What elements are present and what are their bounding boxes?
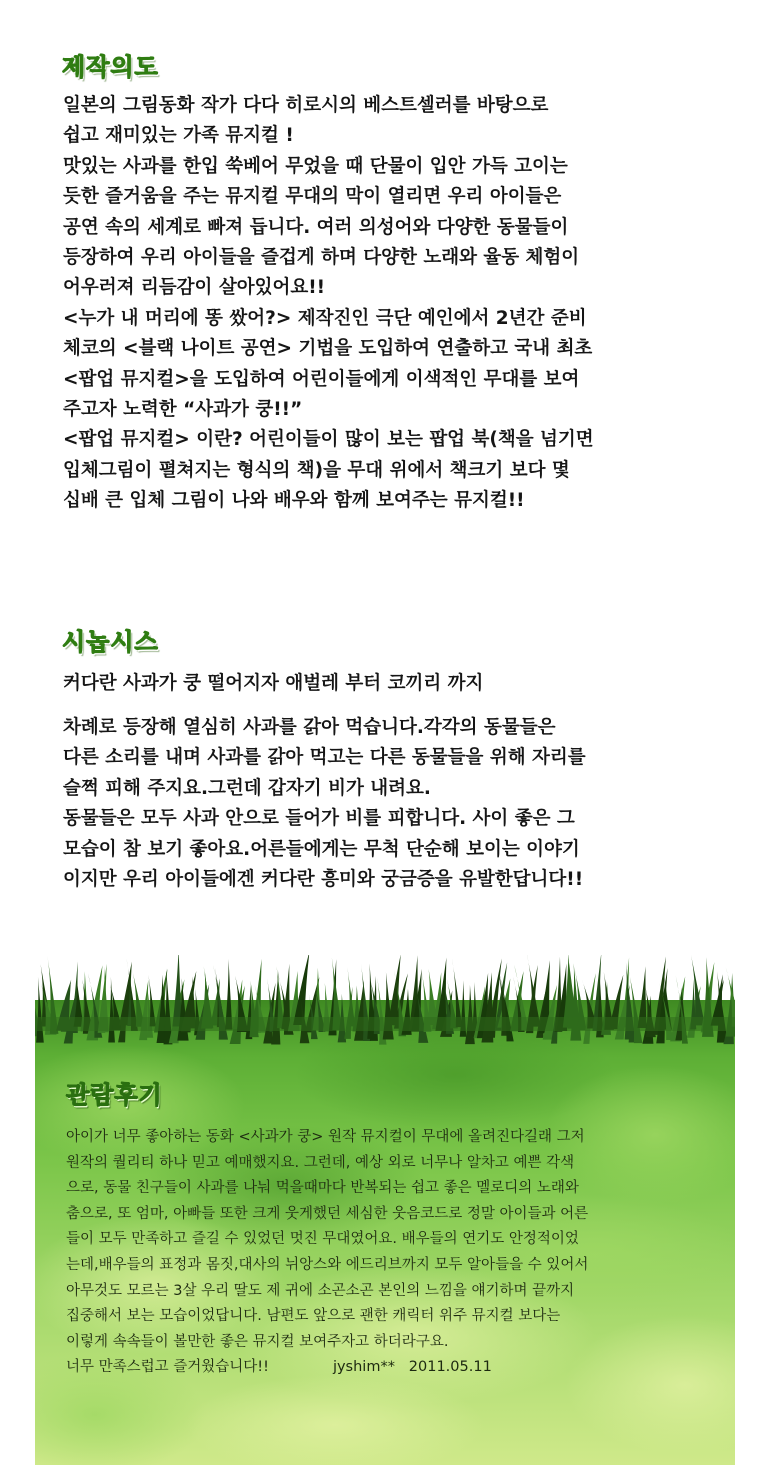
intent-line: <팝업 뮤지컬>을 도입하여 어린이들에게 이색적인 무대를 보여 xyxy=(63,368,580,390)
review-closing: 너무 만족스럽고 즐거웠습니다!! xyxy=(66,1359,269,1376)
synopsis-line: 다른 소리를 내며 사과를 갉아 먹고는 다른 동물들을 위해 자리를 xyxy=(63,747,586,769)
intent-line: 일본의 그림동화 작가 다다 히로시의 베스트셀러를 바탕으로 xyxy=(63,95,549,116)
synopsis-line: 슬쩍 피해 주지요.그런데 갑자기 비가 내려요. xyxy=(63,777,431,799)
intent-line: 어우러져 리듬감이 살아있어요!! xyxy=(63,277,326,299)
review-author: jyshim** xyxy=(332,1359,395,1376)
review-line: 는데,배우들의 표정과 몸짓,대사의 뉘앙스와 에드리브까지 모두 알아들을 수 있어서 xyxy=(66,1256,589,1273)
intent-line: 십배 큰 입체 그림이 나와 배우와 함께 보여주는 뮤지컬!! xyxy=(63,490,525,512)
intent-line: 주고자 노력한 “사과가 쿵!!” xyxy=(63,398,303,420)
intent-section-title: 제작의도 xyxy=(62,53,159,81)
review-section-title: 관람후기 xyxy=(66,1081,163,1109)
synopsis-line: 모습이 참 보기 좋아요.어른들에게는 무척 단순해 보이는 이야기 xyxy=(63,838,580,860)
intent-line: 입체그림이 펼쳐지는 형식의 책)을 무대 위에서 책크기 보다 몇 xyxy=(63,459,570,481)
intent-line: 공연 속의 세계로 빠져 듭니다. 여러 의성어와 다양한 동물들이 xyxy=(63,216,569,238)
review-signature-line xyxy=(66,1355,716,1381)
review-line: 이렇게 속속들이 볼만한 좋은 뮤지컬 보여주자고 하더라구요. xyxy=(66,1333,449,1350)
synopsis-section-title: 시놉시스 xyxy=(62,628,159,656)
synopsis-body xyxy=(63,713,723,895)
review-date: 2011.05.11 xyxy=(408,1359,492,1376)
intent-body xyxy=(63,91,723,516)
intent-line: 체코의 <블랙 나이트 공연> 기법을 도입하여 연출하고 국내 최초 xyxy=(63,338,593,360)
review-line: 원작의 퀄리티 하나 믿고 예매했지요. 그런데, 예상 외로 너무나 알차고 예쁜 각색 xyxy=(66,1154,575,1171)
synopsis-line: 차례로 등장해 열심히 사과를 갉아 먹습니다.각각의 동물들은 xyxy=(63,717,556,738)
intent-line: <팝업 뮤지컬> 이란? 어린이들이 많이 보는 팝업 북(책을 넘기면 xyxy=(63,429,594,451)
grass-base-shadow xyxy=(35,1017,735,1031)
synopsis-line: 동물들은 모두 사과 안으로 들어가 비를 피합니다. 사이 좋은 그 xyxy=(63,808,575,830)
intent-line: 쉽고 재미있는 가족 뮤지컬 ! xyxy=(63,125,294,147)
review-line: 아무것도 모르는 3살 우리 딸도 제 귀에 소곤소곤 본인의 느낌을 얘기하며 끝까지 xyxy=(66,1282,575,1299)
review-line: 집중해서 보는 모습이었답니다. 남편도 앞으로 괜한 캐릭터 위주 뮤지컬 보다는 xyxy=(66,1308,561,1325)
intent-line: 등장하여 우리 아이들을 즐겁게 하며 다양한 노래와 율동 체험이 xyxy=(63,246,580,268)
intent-line: 듯한 즐거움을 주는 뮤지컬 무대의 막이 열리면 우리 아이들은 xyxy=(63,186,562,208)
synopsis-first-line xyxy=(63,669,723,699)
intent-line: 맛있는 사과를 한입 쑥베어 무었을 때 단물이 입안 가득 고이는 xyxy=(63,155,568,177)
review-line: 들이 모두 만족하고 즐길 수 있었던 멋진 무대였어요. 배우들의 연기도 안정적이었 xyxy=(66,1231,579,1248)
review-body xyxy=(66,1125,716,1381)
review-line: 으로, 동물 친구들이 사과를 나눠 먹을때마다 반복되는 쉽고 좋은 멜로디의 노래와 xyxy=(66,1180,579,1197)
synopsis-line: 이지만 우리 아이들에겐 커다란 흥미와 궁금증을 유발한답니다!! xyxy=(63,868,584,890)
synopsis-line: 커다란 사과가 쿵 떨어지자 애벌레 부터 코끼리 까지 xyxy=(63,673,484,694)
review-line: 아이가 너무 좋아하는 동화 <사과가 쿵> 원작 뮤지컬이 무대에 올려진다길래 그저 xyxy=(66,1129,585,1145)
intent-line: <누가 내 머리에 똥 쌌어?> 제작진인 극단 예인에서 2년간 준비 xyxy=(63,307,587,329)
review-line: 춤으로, 또 엄마, 아빠들 또한 크게 웃게했던 세심한 웃음코드로 정말 아이들과 어른 xyxy=(66,1205,589,1222)
